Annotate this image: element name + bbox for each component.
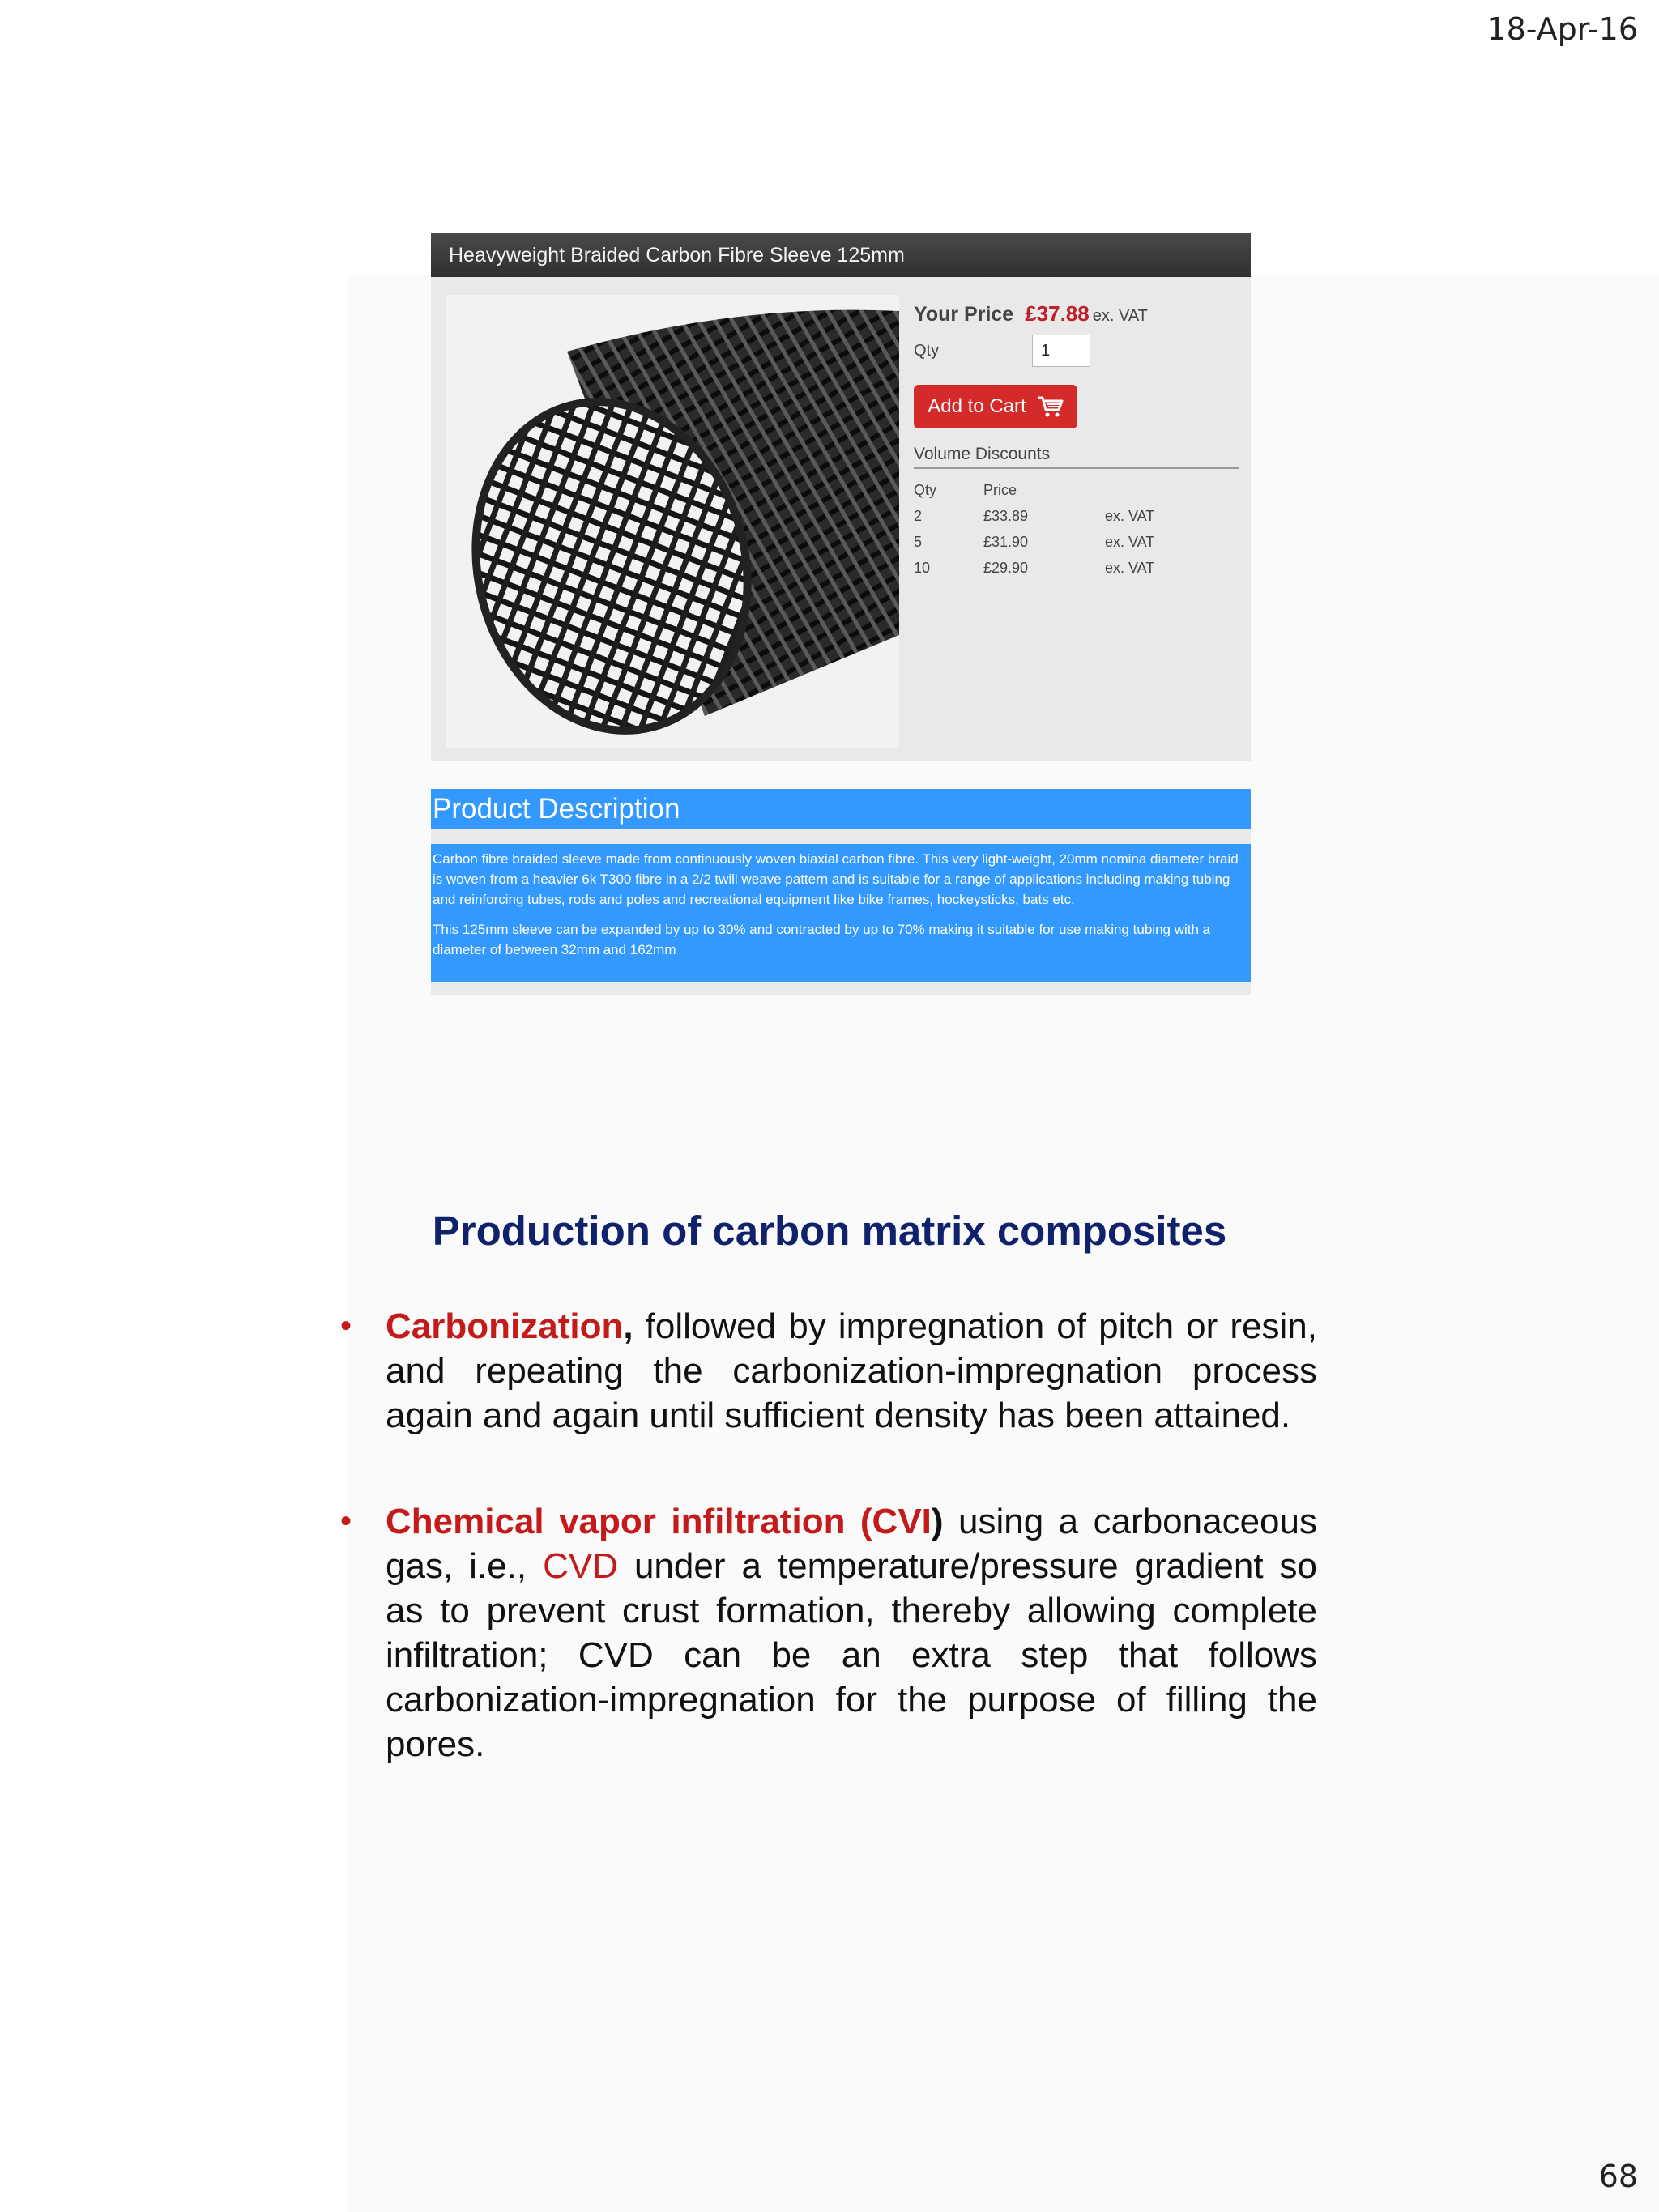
- price-panel: [914, 290, 1238, 581]
- price-row: [914, 301, 1238, 326]
- discount-price: £33.89: [983, 507, 1029, 524]
- bullet-item: [340, 1499, 1317, 1767]
- price-vat-note: ex. VAT: [1092, 307, 1148, 325]
- qty-input[interactable]: [1032, 335, 1090, 367]
- bullet-list: [340, 1304, 1317, 1828]
- table-row: [914, 529, 1154, 555]
- add-to-cart-label: Add to Cart: [928, 395, 1026, 417]
- price-value: £37.88: [1025, 301, 1090, 326]
- discount-vat: ex. VAT: [1105, 507, 1155, 524]
- braided-sleeve-illustration: [446, 295, 899, 748]
- product-description: [431, 789, 1251, 995]
- bullet-item: [340, 1304, 1317, 1438]
- qty-row: [914, 335, 1238, 367]
- table-header-row: [914, 477, 1154, 503]
- qty-label: Qty: [914, 341, 940, 360]
- your-price-label: Your Price: [914, 303, 1014, 326]
- volume-discounts-title: Volume Discounts: [914, 445, 1239, 469]
- column-header-vat: [1105, 477, 1154, 503]
- bullet-text: followed by impregnation of pitch or resin, and repeating the carbonization-impregnation process again and again until sufficient density has been attained.: [386, 1306, 1317, 1435]
- description-body: [431, 844, 1251, 982]
- discount-qty: 5: [914, 533, 923, 550]
- bullet-term: Carbonization: [386, 1306, 624, 1346]
- column-header-qty: Qty: [914, 481, 937, 498]
- bullet-term-suffix: ): [931, 1502, 944, 1541]
- add-to-cart-button[interactable]: [914, 385, 1077, 428]
- volume-discounts-table: [914, 477, 1154, 581]
- bullet-term: Chemical vapor infiltration (CVI: [386, 1502, 932, 1541]
- product-screenshot: [431, 233, 1251, 761]
- discount-qty: 10: [914, 559, 931, 576]
- description-heading: Product Description: [431, 789, 1251, 829]
- description-paragraph: This 125mm sleeve can be expanded by up to 30% and contracted by up to 70% making it suitable for use making tubing with a diameter of between 32mm and 162mm: [433, 922, 1211, 957]
- description-paragraph: Carbon fibre braided sleeve made from continuously woven biaxial carbon fibre. This very light-weight, 20mm nomina diameter braid is woven from a heavier 6k T300 fibre in a 2/2 twill weave pattern and is suitable for a range of applications including making tubing and reinforcing tubes, rods and poles and recreational equipment like bike frames, hockeysticks, bats etc.: [433, 851, 1239, 907]
- column-header-price: Price: [983, 481, 1017, 498]
- bullet-text: under a temperature/pressure gradient so as to prevent crust formation, thereby allowing complete infiltration; CVD can be an extra step that follows carbonization-impregnation for the purpose of filling the pores.: [386, 1546, 1318, 1764]
- product-title: Heavyweight Braided Carbon Fibre Sleeve 125mm: [431, 233, 1251, 277]
- discount-vat: ex. VAT: [1105, 559, 1155, 576]
- table-row: [914, 555, 1154, 581]
- page-number: 68: [1598, 2159, 1638, 2194]
- table-row: [914, 503, 1154, 529]
- discount-vat: ex. VAT: [1105, 533, 1155, 550]
- bullet-highlight: CVD: [543, 1546, 618, 1586]
- bullet-text: using a carbonaceous gas, i.e.,: [386, 1502, 1318, 1586]
- discount-price: £29.90: [983, 559, 1029, 576]
- slide-title: Production of carbon matrix composites: [432, 1208, 1227, 1254]
- discount-qty: 2: [914, 507, 923, 524]
- bullet-icon: •: [340, 1308, 352, 1344]
- bullet-icon: •: [340, 1503, 352, 1539]
- carbon-sleeve-image: [446, 295, 899, 748]
- discount-price: £31.90: [983, 533, 1029, 550]
- bullet-term-suffix: ,: [623, 1306, 633, 1346]
- shopping-cart-icon: [1036, 395, 1064, 418]
- slide-date: 18-Apr-16: [1486, 11, 1638, 47]
